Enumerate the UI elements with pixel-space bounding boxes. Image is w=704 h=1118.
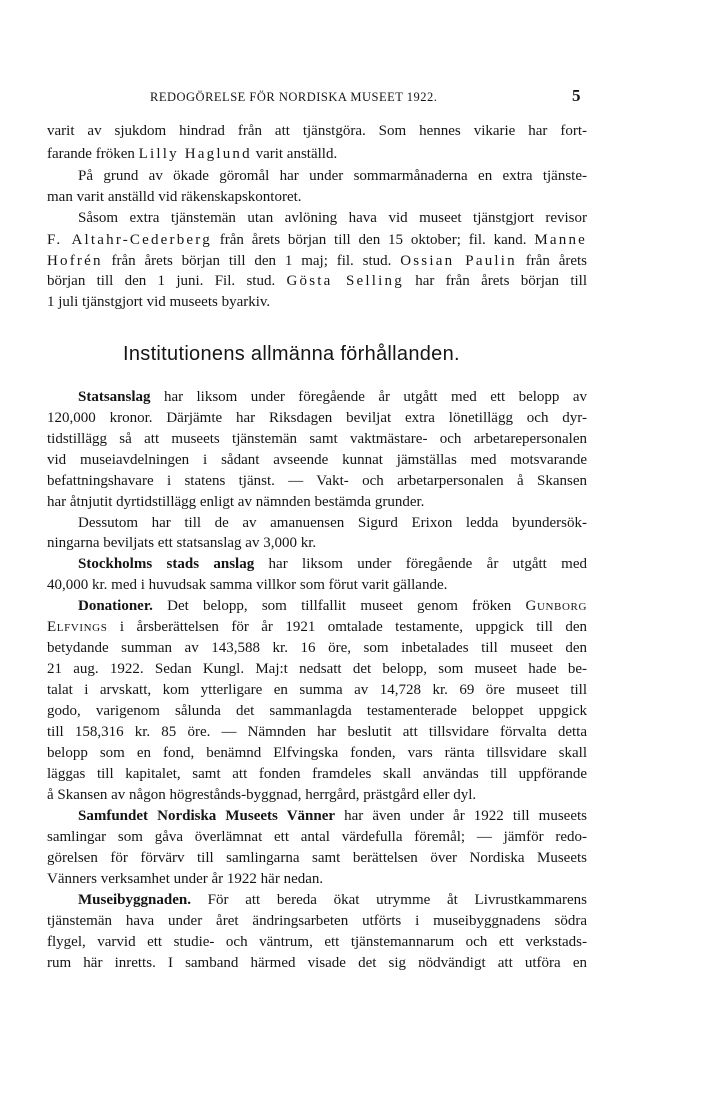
page-number: 5 bbox=[572, 86, 581, 105]
text-line: befattningshavare i statens tjänst. — Vakt- och arbetarpersonalen å Skansen bbox=[47, 473, 587, 489]
text-line: Vänners verksamhet under år 1922 här nedan. bbox=[47, 871, 324, 887]
text-line: belopp som en fond, benämnd Elfvingska fonden, vars ränta tillsvidare skall bbox=[47, 745, 587, 761]
text-line: Såsom extra tjänstemän utan avlöning hava vid museet tjänstgjort revisor bbox=[78, 210, 587, 226]
text-line: Statsanslag har liksom under föregående år utgått med ett belopp av bbox=[78, 389, 587, 405]
text-line: har åtnjutit dyrtidstillägg enligt av nämnden bestämda grunder. bbox=[47, 494, 425, 510]
text-line: godo, varigenom sålunda det sammanlagda testamenterade beloppet uppgick bbox=[47, 703, 587, 719]
text-line: vid museiavdelningen i sådant avseende kunnat jämställas med motsvarande bbox=[47, 452, 587, 468]
text-line: Dessutom har till de av amanuensen Sigurd Erixon ledda byundersök- bbox=[78, 515, 587, 531]
text-line: tidstillägg så att museets tjänstemän samt vaktmästare- och arbetarepersonalen bbox=[47, 431, 587, 447]
spaced-name: Ossian Paulin bbox=[400, 253, 517, 269]
text-line: Stockholms stads anslag har liksom under föregående år utgått med bbox=[78, 556, 587, 572]
text-line: På grund av ökade göromål har under sommarmånaderna en extra tjänste- bbox=[78, 168, 587, 184]
text-line: ningarna beviljats ett statsanslag av 3,000 kr. bbox=[47, 535, 317, 551]
text-line: 1 juli tjänstgjort vid museets byarkiv. bbox=[47, 294, 271, 310]
section-heading: Institutionens allmänna förhållanden. bbox=[123, 343, 460, 365]
text-line: rum här inretts. I samband härmed visade det sig nödvändigt att utföra en bbox=[47, 955, 587, 971]
text-line: 40,000 kr. med i huvudsak samma villkor som förut varit gällande. bbox=[47, 577, 448, 593]
spaced-name: Lilly Haglund bbox=[138, 146, 252, 162]
run-in-heading: Stockholms stads anslag bbox=[78, 556, 255, 572]
text-line: man varit anställd vid räkenskapskontoret. bbox=[47, 189, 302, 205]
spaced-name: Hofrén bbox=[47, 253, 103, 269]
text-line: Donationer. Det belopp, som tillfallit museet genom fröken Gunborg bbox=[78, 598, 587, 614]
small-caps-name: Elfvings bbox=[47, 619, 108, 635]
text-line: samlingar som gåva överlämnat ett antal värdefulla föremål; — jämför redo- bbox=[47, 829, 587, 845]
text-line: Samfundet Nordiska Museets Vänner har även under år 1922 till museets bbox=[78, 808, 587, 824]
text-line: 21 aug. 1922. Sedan Kungl. Maj:t nedsatt det belopp, som museet hade be- bbox=[47, 661, 587, 677]
run-in-heading: Samfundet Nordiska Museets Vänner bbox=[78, 808, 336, 824]
small-caps-name: Gunborg bbox=[525, 598, 587, 614]
text-line: betydande summan av 143,588 kr. 16 öre, som inbetalades till museet den bbox=[47, 640, 587, 656]
text-line: flygel, varvid ett studie- och väntrum, ett tjänstemannarum och ett verkstads- bbox=[47, 934, 587, 950]
text-line: Elfvings i årsberättelsen för år 1921 omtalade testamente, uppgick till den bbox=[47, 619, 587, 635]
text-line: början till den 1 juni. Fil. stud. Gösta Selling har från årets början till bbox=[47, 273, 587, 289]
text-line: Hofrén från årets början till den 1 maj; fil. stud. Ossian Paulin från årets bbox=[47, 253, 588, 269]
spaced-name: Gösta Selling bbox=[286, 273, 404, 289]
spaced-name: Manne bbox=[534, 232, 588, 248]
text-line: görelsen för förvärv till samlingarna samt berättelsen över Nordiska Museets bbox=[47, 850, 587, 866]
run-in-heading: Donationer. bbox=[78, 598, 153, 614]
run-in-heading: Statsanslag bbox=[78, 389, 151, 405]
text-line: talat i arvskatt, kom ytterligare en summa av 14,728 kr. 69 öre museet till bbox=[47, 682, 587, 698]
text-line: farande fröken Lilly Haglund varit anställd. bbox=[47, 146, 338, 162]
text-line: tjänstemän hava under året ändringsarbeten utförts i museibyggnadens södra bbox=[47, 913, 587, 929]
text-line: Museibyggnaden. För att bereda ökat utrymme åt Livrustkammarens bbox=[78, 892, 587, 908]
spaced-name: F. Altahr-Cederberg bbox=[47, 232, 212, 248]
text-line: varit av sjukdom hindrad från att tjänstgöra. Som hennes vikarie har fort- bbox=[47, 123, 587, 139]
text-line: å Skansen av någon högrestånds-byggnad, herrgård, prästgård eller dyl. bbox=[47, 787, 477, 803]
text-line: läggas till kapitalet, samt att fonden framdeles skall användas till uppförande bbox=[47, 766, 587, 782]
text-line: till 158,316 kr. 85 öre. — Nämnden har beslutit att tillsvidare förvalta detta bbox=[47, 724, 587, 740]
text-line: 120,000 kronor. Därjämte har Riksdagen beviljat extra lönetillägg och dyr- bbox=[47, 410, 587, 426]
text-line: F. Altahr-Cederberg från årets början till den 15 oktober; fil. kand. Manne bbox=[47, 232, 588, 248]
run-in-heading: Museibyggnaden. bbox=[78, 892, 191, 908]
running-head: REDOGÖRELSE FÖR NORDISKA MUSEET 1922. bbox=[150, 90, 438, 104]
